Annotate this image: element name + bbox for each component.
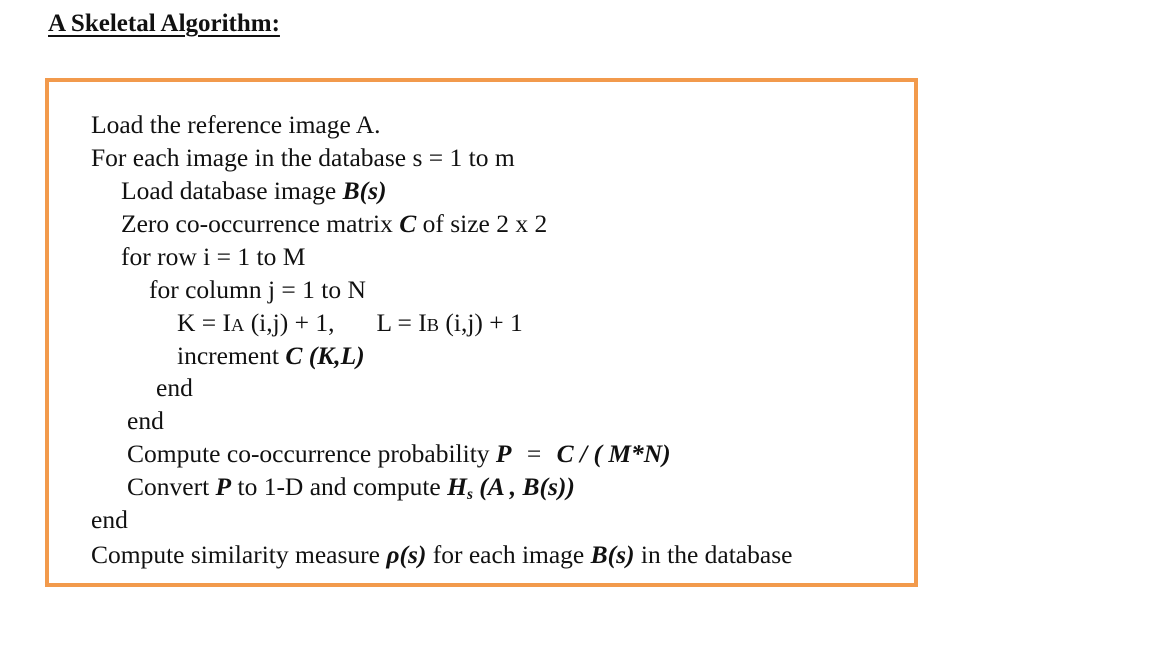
end-outer-text: end	[91, 505, 128, 534]
sim-variable: B(s)	[590, 540, 635, 569]
l-suffix: (i,j) + 1	[439, 308, 523, 337]
load-db-prefix: Load database image	[121, 176, 343, 205]
line-end-outer	[91, 505, 128, 535]
convert-variable: P	[215, 472, 232, 501]
load-reference-text: Load the reference image A.	[91, 110, 381, 139]
line-for-column	[149, 275, 366, 305]
line-zero-matrix	[121, 209, 547, 239]
line-compute-probability	[127, 439, 671, 469]
sim-prefix: Compute similarity measure	[91, 540, 387, 569]
line-increment	[177, 341, 365, 371]
for-column-text: for column j = 1 to N	[149, 275, 366, 304]
line-for-row	[121, 242, 305, 272]
line-convert	[127, 472, 575, 510]
for-each-text: For each image in the database s = 1 to m	[91, 143, 515, 172]
k-prefix: K = I	[177, 308, 232, 337]
convert-h: H	[447, 472, 467, 501]
convert-middle: to 1-D and compute	[231, 472, 448, 501]
end-middle-text: end	[127, 406, 164, 435]
k-subscript: A	[231, 315, 245, 335]
line-k-l-assignment	[177, 308, 523, 340]
prob-variable: P	[495, 439, 512, 468]
convert-args: (A , B(s))	[472, 472, 575, 501]
k-suffix: (i,j) + 1,	[244, 308, 335, 337]
l-subscript: B	[426, 315, 439, 335]
increment-variable: C (K,L)	[285, 341, 365, 370]
convert-prefix: Convert	[127, 472, 216, 501]
sim-rho: ρ(s)	[386, 540, 427, 569]
end-inner-text: end	[156, 373, 193, 402]
prob-expression: C / ( M*N)	[556, 439, 671, 468]
line-end-middle	[127, 406, 164, 436]
zero-prefix: Zero co-occurrence matrix	[121, 209, 400, 238]
convert-h-subscript: s	[466, 485, 473, 503]
line-similarity	[91, 540, 792, 570]
prob-prefix: Compute co-occurrence probability	[127, 439, 496, 468]
line-for-each-image	[91, 143, 515, 173]
sim-middle: for each image	[426, 540, 591, 569]
prob-equals: =	[520, 439, 548, 468]
sim-suffix: in the database	[634, 540, 793, 569]
zero-suffix: of size 2 x 2	[416, 209, 548, 238]
line-load-database-image	[121, 176, 387, 206]
page-title: A Skeletal Algorithm:	[48, 10, 280, 37]
l-prefix: L = I	[376, 308, 427, 337]
line-load-reference	[91, 110, 381, 140]
load-db-variable: B(s)	[342, 176, 387, 205]
increment-prefix: increment	[177, 341, 286, 370]
line-end-inner	[156, 373, 193, 403]
for-row-text: for row i = 1 to M	[121, 242, 306, 271]
zero-variable: C	[399, 209, 417, 238]
